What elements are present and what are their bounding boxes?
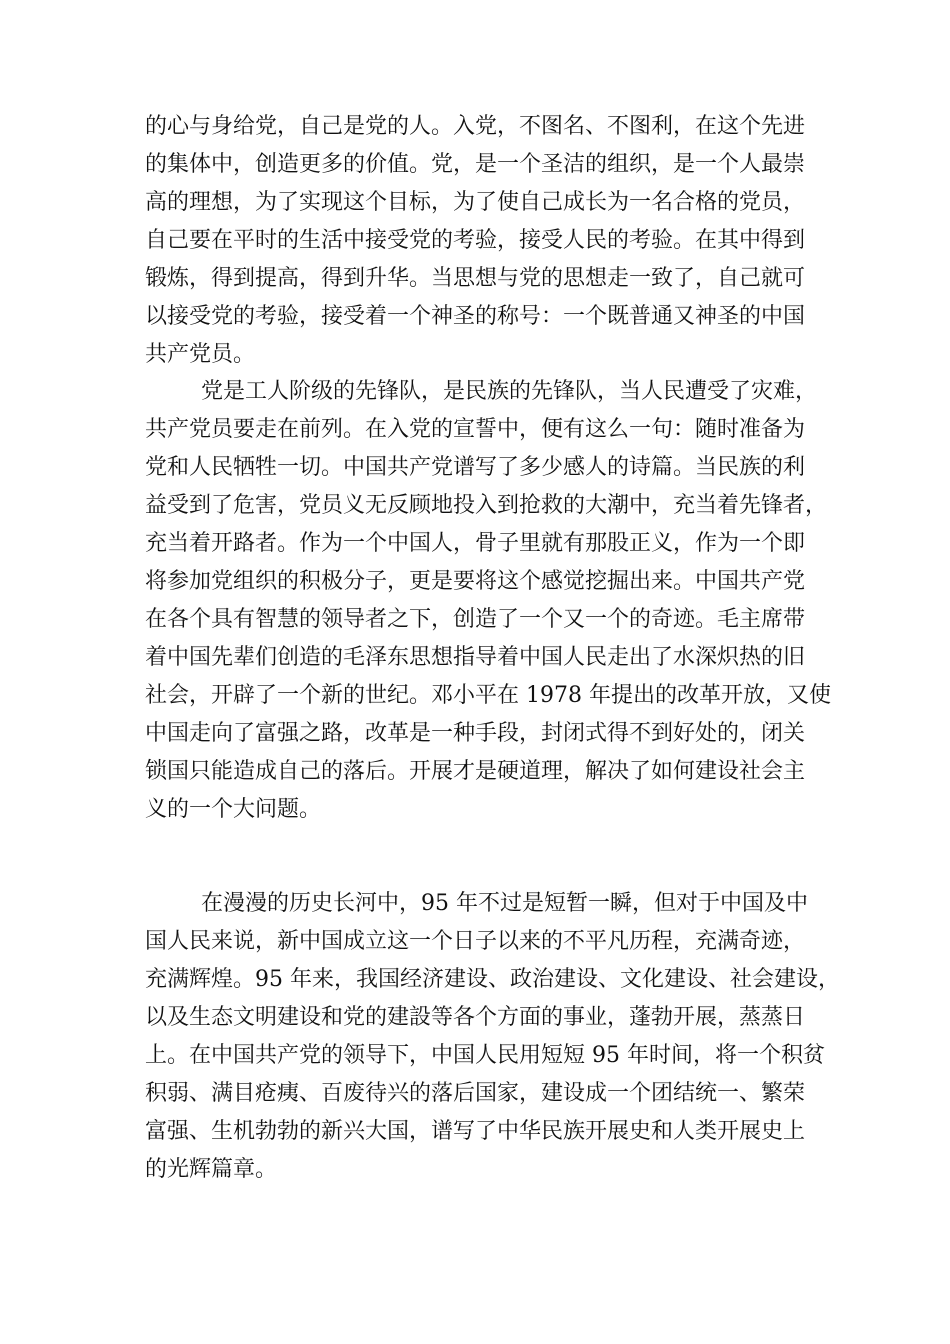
text-line: 以及生态文明建设和党的建設等各个方面的事业，蓬勃开展，蒸蒸日	[145, 1005, 806, 1030]
text-line: 在各个具有智慧的领导者之下，创造了一个又一个的奇迹。毛主席带	[145, 607, 806, 632]
text-line: 共产党员要走在前列。在入党的宣誓中，便有这么一句：随时准备为	[145, 417, 806, 442]
text-line: 将参加党组织的积极分子，更是要将这个感觉挖掘出来。中国共产党	[145, 569, 806, 594]
text-line: 的光辉篇章。	[145, 1157, 278, 1182]
text-line: 国人民来说，新中国成立这一个日子以来的不平凡历程，充满奇迹，	[145, 929, 806, 954]
text-line: 锁国只能造成自己的落后。开展才是硬道理，解决了如何建设社会主	[145, 759, 806, 784]
paragraph-1	[145, 108, 805, 374]
text-line: 积弱、满目疮痍、百废待兴的落后国家，建设成一个团结统一、繁荣	[145, 1081, 806, 1106]
text-line: 党和人民牺牲一切。中国共产党谱写了多少感人的诗篇。当民族的利	[145, 455, 806, 480]
text-line: 在漫漫的历史长河中，95 年不过是短暂一瞬，但对于中国及中	[201, 891, 808, 916]
text-line: 的集体中，创造更多的价值。党，是一个圣洁的组织，是一个人最崇	[145, 152, 806, 177]
paragraph-3	[145, 885, 840, 1189]
text-line: 的心与身给党，自己是党的人。入党，不图名、不图利，在这个先进	[145, 114, 806, 139]
text-line: 充当着开路者。作为一个中国人，骨子里就有那股正义，作为一个即	[145, 531, 806, 556]
text-line: 着中国先辈们创造的毛泽东思想指导着中国人民走出了水深炽热的旧	[145, 645, 806, 670]
text-line: 高的理想，为了实现这个目标，为了使自己成长为一名合格的党员，	[145, 190, 806, 215]
text-line: 社会，开辟了一个新的世纪。邓小平在 1978 年提出的改革开放，又使	[145, 683, 831, 708]
text-line: 义的一个大问题。	[145, 797, 322, 822]
paragraph-2	[145, 373, 831, 829]
text-line: 益受到了危害，党员义无反顾地投入到抢救的大潮中，充当着先锋者，	[145, 493, 828, 518]
text-line: 共产党员。	[145, 342, 256, 367]
text-line: 锻炼，得到提高，得到升华。当思想与党的思想走一致了，自己就可	[145, 266, 806, 291]
text-line: 以接受党的考验，接受着一个神圣的称号：一个既普通又神圣的中国	[145, 304, 806, 329]
text-line: 富强、生机勃勃的新兴大国，谱写了中华民族开展史和人类开展史上	[145, 1119, 806, 1144]
text-line: 自己要在平时的生活中接受党的考验，接受人民的考验。在其中得到	[145, 228, 806, 253]
text-line: 党是工人阶级的先锋队，是民族的先锋队，当人民遭受了灾难，	[201, 379, 818, 404]
text-line: 上。在中国共产党的领导下，中国人民用短短 95 年时间，将一个积贫	[145, 1043, 825, 1068]
text-line: 中国走向了富强之路，改革是一种手段，封闭式得不到好处的，闭关	[145, 721, 806, 746]
text-line: 充满辉煌。95 年来，我国经济建设、政治建设、文化建设、社会建设，	[145, 967, 840, 992]
